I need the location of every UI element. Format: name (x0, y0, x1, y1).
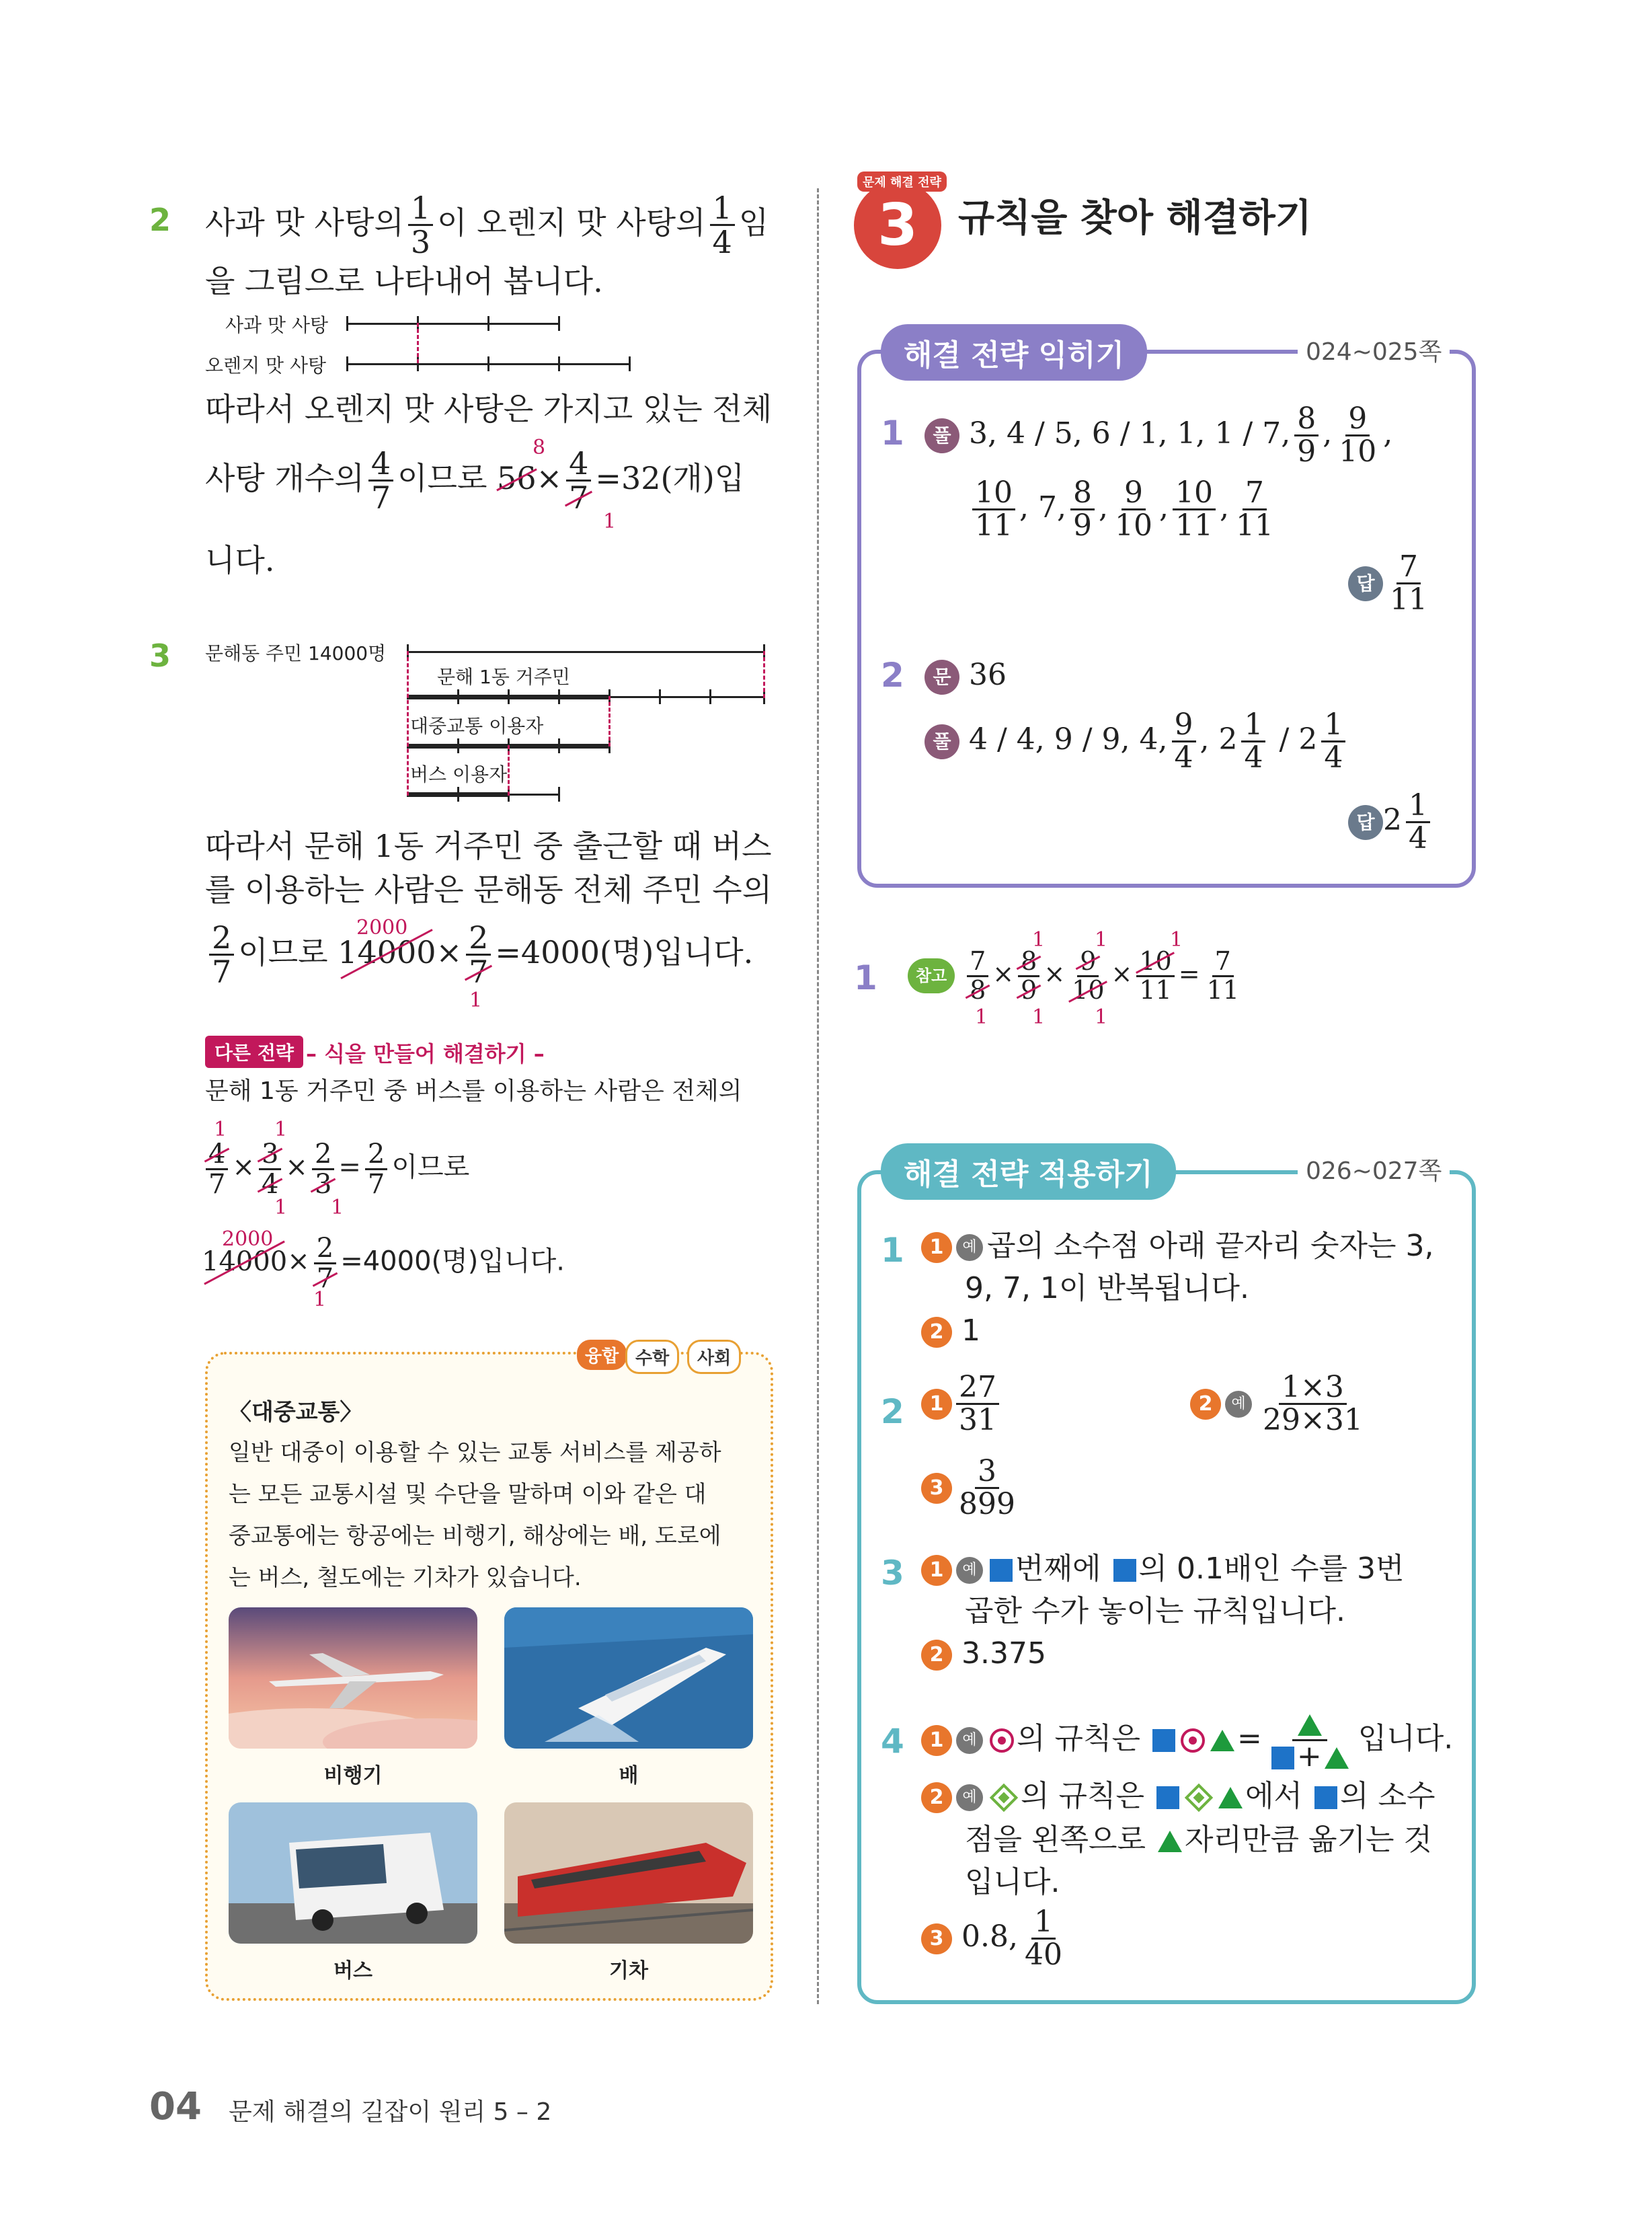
p1-row1: 풀 3, 4 / 5, 6 / 1, 1, 1 / 7, $\frac{8}{9}$ , $\frac{9}{10}$ , (925, 404, 1392, 467)
q3-small-1: 1 (469, 989, 483, 1012)
section-number: 3 (854, 182, 941, 269)
bar-total (407, 651, 763, 653)
bar-label-total: 문해동 주민 14000명 (205, 642, 387, 664)
note-small: 1 (1032, 928, 1046, 952)
p1-row2: $\frac{10}{11}$ , 7, $\frac{8}{9}$ , $\frac{9}{10}$ , $\frac{10}{11}$ , $\frac{7}{11}$ (968, 477, 1280, 541)
note-small: 1 (1170, 928, 1183, 952)
info-line4: 는 버스, 철도에는 기차가 있습니다. (229, 1564, 582, 1591)
strategy-frac2: $\frac{3}{4}$ (259, 1140, 281, 1198)
bar-label-transit: 대중교통 이용자 (410, 715, 544, 737)
a-q2-number: 2 (881, 1392, 904, 1431)
note-small: 1 (1032, 1005, 1046, 1029)
strategy-title: – 식을 만들어 해결하기 – (306, 1041, 545, 1067)
a-q4-a2: 2 예 의 규칙은 에서 의 소수 (921, 1775, 1435, 1817)
p2-answer: 답 2 $\frac{1}{4}$ (1348, 790, 1434, 854)
a-q4-a3: 3 0.8, $\frac{1}{40}$ (921, 1907, 1069, 1971)
q2-line1a: 사과 맛 사탕의 (205, 204, 404, 241)
note-small: 1 (1095, 928, 1108, 952)
dashed-guide (407, 651, 409, 796)
strategy-small: 1 (331, 1196, 344, 1219)
tick (629, 356, 631, 371)
tick (346, 316, 348, 331)
note-number: 1 (854, 958, 877, 997)
q2-line1 (205, 192, 769, 259)
q2-line5: 니다. (205, 542, 275, 578)
panel2-tab: 해결 전략 적용하기 (881, 1143, 1176, 1200)
a-q1-line1: 1 예 곱의 소수점 아래 끝자리 숫자는 3, (921, 1225, 1433, 1267)
info-line1: 일반 대중이 이용할 수 있는 교통 서비스를 제공하 (229, 1439, 721, 1466)
note-small: 1 (1095, 1005, 1108, 1029)
strategy-frac5: $\frac{2}{7}$ (314, 1234, 336, 1293)
info-line3: 중교통에는 항공에는 비행기, 해상에는 배, 도로에 (229, 1523, 721, 1550)
train-image (504, 1802, 753, 1944)
strategy-line3: 14000× $\frac{2}{7}$ =4000(명)입니다. (202, 1233, 565, 1294)
tick (457, 689, 459, 704)
q2-frac2: $\frac{1}{4}$ (710, 192, 735, 259)
a-q1-line2: 9, 7, 1이 반복됩니다. (965, 1271, 1249, 1305)
tick (709, 689, 711, 704)
panel1-tab: 해결 전략 익히기 (881, 324, 1147, 381)
bar-bus-rest (508, 794, 558, 796)
note-line: 참고 $\frac{7}{8}$ × $\frac{8}{9}$ × $\frac{9}{10}$ × $\frac{10}{11}$ = $\frac{7}{11}$ (908, 948, 1246, 1004)
panel1-pages: 024~025쪽 (1298, 333, 1450, 367)
strategy-small-2000: 2000 (222, 1227, 274, 1251)
q2-line1c: 임 (738, 204, 769, 241)
book-title: 문제 해결의 길잡이 원리 5 – 2 (229, 2098, 552, 2126)
bar-dong1-rest (608, 696, 763, 698)
tick (487, 316, 489, 331)
tick (558, 356, 560, 371)
q2-small-8: 8 (533, 436, 546, 459)
question-number-3: 3 (149, 638, 171, 674)
q3-small-2000: 2000 (356, 916, 408, 940)
a-q3-number: 3 (881, 1554, 904, 1593)
p1-number: 1 (881, 414, 904, 453)
strategy-frac3: $\frac{2}{3}$ (312, 1140, 334, 1198)
section-title: 규칙을 찾아 해결하기 (958, 196, 1312, 240)
caption-ship: 배 (619, 1764, 639, 1788)
a-q4-number: 4 (881, 1722, 904, 1761)
q2-frac4: $\frac{4}{7}$ (368, 447, 393, 514)
q2-cancel-56: 56 (497, 459, 537, 498)
airplane-image (229, 1607, 477, 1749)
a-q1-a2: 2 1 (921, 1310, 980, 1352)
dashed-guide (417, 323, 419, 363)
q3-line3: $\frac{2}{7}$ 이므로 14000× $\frac{2}{7}$ =4000(명)입니다. (205, 921, 753, 989)
q2-line3: 따라서 오렌지 맛 사탕은 가지고 있는 전체 (205, 391, 773, 427)
panel2-pages: 026~027쪽 (1298, 1152, 1450, 1186)
tick (558, 787, 560, 802)
tick (558, 738, 560, 753)
strategy-frac4: $\frac{2}{7}$ (365, 1140, 387, 1198)
q2-line4: 사탕 개수의 $\frac{4}{7}$ 이므로 56× $\frac{4}{7}$ =32(개)입 (205, 445, 745, 517)
a-q3-a2: 2 3.375 (921, 1633, 1046, 1675)
bus-image (229, 1802, 477, 1944)
q3-cancel-14000: 14000 (338, 933, 436, 972)
strategy-line1: 문해 1동 거주민 중 버스를 이용하는 사람은 전체의 (205, 1077, 742, 1105)
p2-number: 2 (881, 656, 904, 695)
dashed-guide (608, 696, 611, 747)
tick (457, 738, 459, 753)
info-title: 〈대중교통〉 (229, 1399, 363, 1426)
q2-frac5: $\frac{4}{7}$ (566, 447, 591, 514)
tick (457, 787, 459, 802)
tick (487, 356, 489, 371)
p2-mun: 문 36 (925, 656, 1007, 695)
caption-airplane: 비행기 (323, 1764, 383, 1788)
p1-answer: 답 $\frac{7}{11}$ (1348, 551, 1434, 615)
bar-label-bus: 버스 이용자 (410, 763, 508, 786)
a-q1-number: 1 (881, 1231, 904, 1270)
a-q2-a2: 2 예 $\frac{1\times 3}{29\times 31}$ (1190, 1372, 1370, 1436)
note-small: 1 (975, 1005, 988, 1029)
q3-line1: 따라서 문해 1동 거주민 중 출근할 때 버스 (205, 828, 772, 864)
bar-label-orange: 오렌지 맛 사탕 (205, 354, 327, 377)
tick (659, 689, 661, 704)
p2-pul: 풀 4 / 4, 9 / 9, 4, $\frac{9}{4}$ , 2 $\frac{1}{4}$ / 2 $\frac{1}{4}$ (925, 710, 1349, 773)
question-number-2: 2 (149, 202, 171, 238)
strategy-small-1: 1 (313, 1288, 327, 1311)
strategy-frac1: $\frac{4}{7}$ (206, 1140, 228, 1198)
bar-label-apple: 사과 맛 사탕 (225, 314, 329, 336)
caption-train: 기차 (609, 1959, 648, 1983)
q2-line2: 을 그림으로 나타내어 봅니다. (205, 263, 603, 299)
q2-line1b: 이 오렌지 맛 사탕의 (437, 204, 706, 241)
column-divider (817, 188, 819, 2004)
a-q4-a1: 1 예 의 규칙은 = + 입니다. (921, 1708, 1453, 1772)
bar-apple (346, 323, 558, 325)
tick (346, 356, 348, 371)
strategy-small: 1 (214, 1118, 227, 1141)
a-q4-a2-line2: 점을 왼쪽으로 자리만큼 옮기는 것 (965, 1823, 1433, 1857)
strategy-small: 1 (274, 1196, 288, 1219)
caption-bus: 버스 (333, 1959, 372, 1983)
dashed-guide (508, 745, 510, 796)
info-line2: 는 모든 교통시설 및 수단을 말하며 이와 같은 대 (229, 1481, 707, 1508)
a-q3-line1: 1 예 번째에 의 0.1배인 수를 3번 (921, 1548, 1404, 1590)
q3-line2: 를 이용하는 사람은 문해동 전체 주민 수의 (205, 872, 773, 908)
q3-frac: $\frac{2}{7}$ (209, 921, 234, 989)
tick (558, 316, 560, 331)
tag-social: 사회 (687, 1340, 741, 1374)
a-q2-a3: 3 $\frac{3}{899}$ (921, 1456, 1022, 1520)
section-badge: 문제 해결 전략 (857, 171, 947, 192)
bar-label-dong1: 문해 1동 거주민 (437, 666, 570, 688)
tag-math: 수학 (625, 1340, 679, 1374)
q2-frac1: $\frac{1}{3}$ (408, 192, 433, 259)
strategy-tag: 다른 전략 (205, 1036, 303, 1068)
tick (558, 689, 560, 704)
a-q3-line2: 곱한 수가 놓이는 규칙입니다. (965, 1594, 1345, 1628)
page-number: 04 (149, 2085, 202, 2129)
q3-frac2: $\frac{2}{7}$ (466, 921, 491, 989)
q2-small-1: 1 (603, 510, 617, 533)
tick (508, 689, 510, 704)
tag-yunghap: 융합 (577, 1340, 627, 1370)
ship-image (504, 1607, 753, 1749)
dashed-guide (763, 651, 765, 698)
a-q2-a1: 1 $\frac{27}{31}$ (921, 1372, 1003, 1436)
strategy-line2: $\frac{4}{7}$ × $\frac{3}{4}$ × $\frac{2}{3}$ = $\frac{2}{7}$ 이므로 (202, 1140, 469, 1198)
a-q4-a2-line3: 입니다. (965, 1865, 1060, 1899)
strategy-small: 1 (274, 1118, 288, 1141)
